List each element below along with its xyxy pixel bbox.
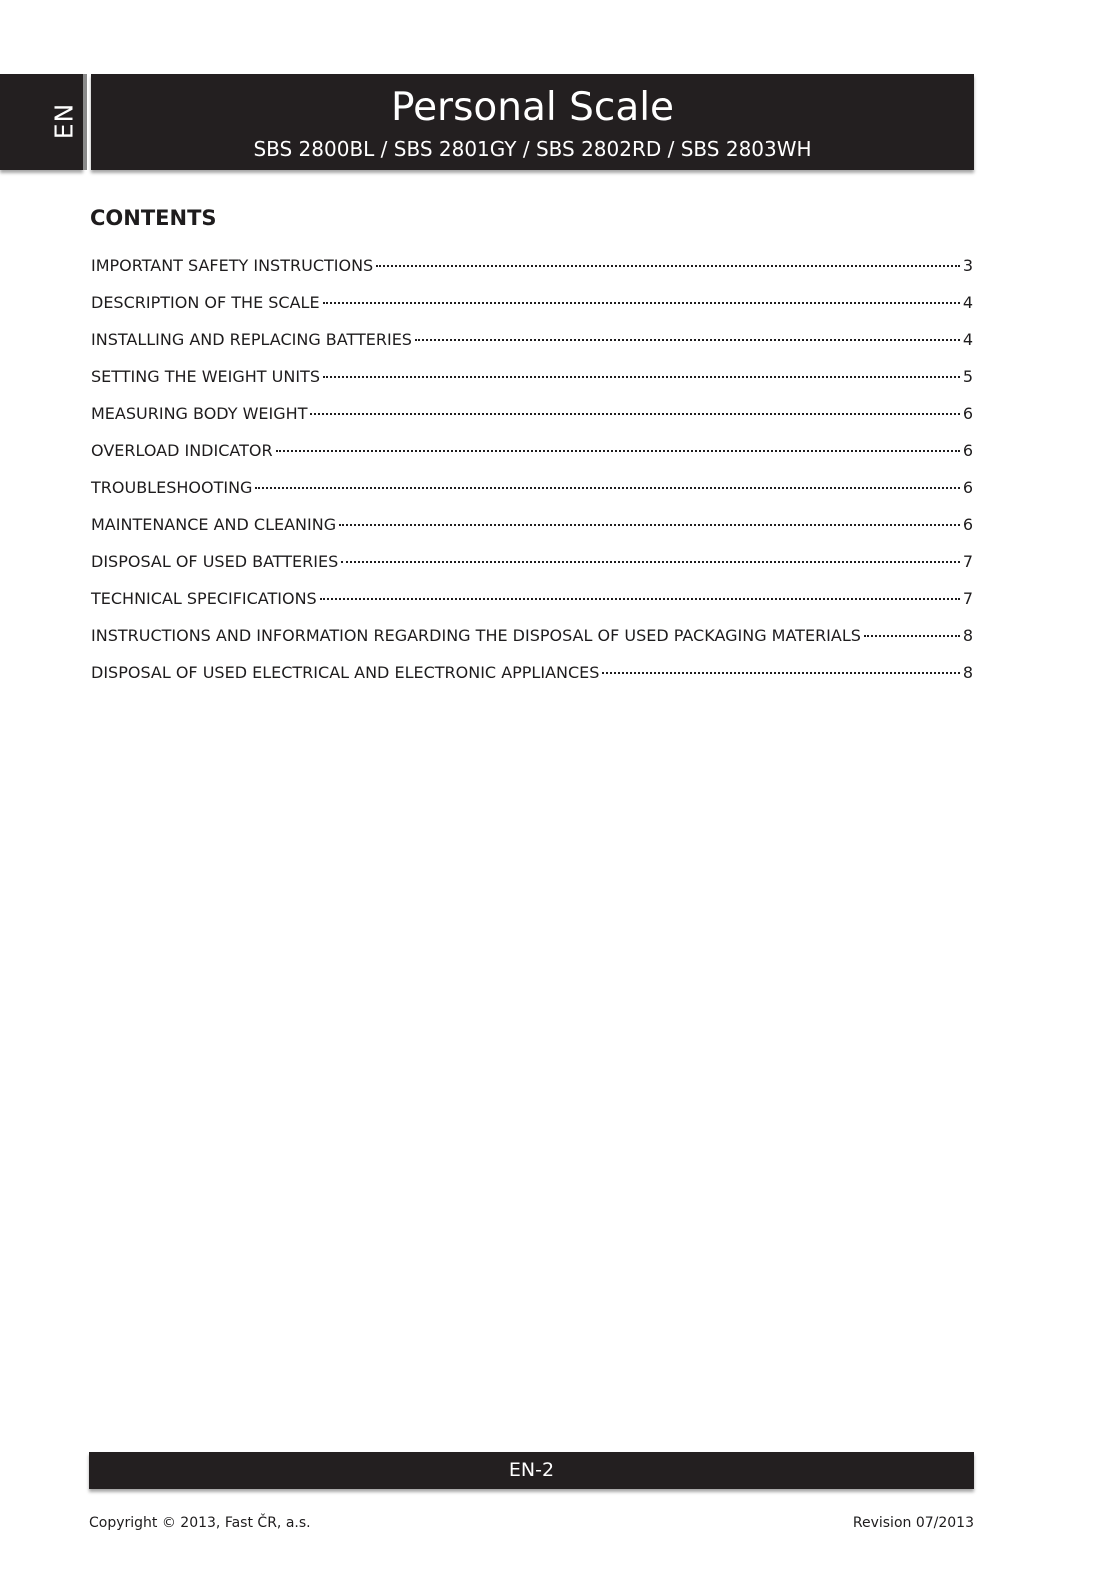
toc-entry[interactable] — [91, 510, 973, 547]
model-numbers: SBS 2800BL / SBS 2801GY / SBS 2802RD / SBS 2803WH — [253, 137, 812, 161]
contents-heading: CONTENTS — [90, 206, 217, 230]
toc-entry-title: DESCRIPTION OF THE SCALE — [91, 293, 320, 312]
toc-leader-dots — [376, 264, 960, 267]
toc-leader-dots — [341, 560, 960, 563]
toc-leader-dots — [255, 486, 959, 489]
toc-leader-dots — [602, 671, 959, 674]
toc-entry-title: OVERLOAD INDICATOR — [91, 441, 273, 460]
toc-entry-page: 8 — [962, 663, 973, 682]
toc-entry-page: 6 — [962, 441, 973, 460]
toc-leader-dots — [339, 523, 960, 526]
toc-leader-dots — [310, 412, 959, 415]
table-of-contents — [91, 251, 973, 695]
toc-entry-title: SETTING THE WEIGHT UNITS — [91, 367, 320, 386]
toc-entry-page: 7 — [962, 552, 973, 571]
toc-entry-title: MAINTENANCE AND CLEANING — [91, 515, 337, 534]
toc-entry[interactable] — [91, 325, 973, 362]
toc-entry-page: 4 — [962, 293, 973, 312]
toc-entry[interactable] — [91, 251, 973, 288]
revision-label: Revision 07/2013 — [852, 1515, 974, 1531]
toc-entry-page: 8 — [962, 626, 973, 645]
toc-leader-dots — [276, 449, 960, 452]
language-label: EN — [49, 102, 79, 140]
toc-entry-page: 6 — [962, 478, 973, 497]
footer-page-bar — [89, 1452, 974, 1489]
toc-entry-title: TECHNICAL SPECIFICATIONS — [91, 589, 317, 608]
toc-entry-page: 6 — [962, 404, 973, 423]
toc-entry-title: DISPOSAL OF USED ELECTRICAL AND ELECTRONIC APPLIANCES — [91, 663, 600, 682]
toc-entry-page: 3 — [962, 256, 973, 275]
toc-entry[interactable] — [91, 584, 973, 621]
toc-entry[interactable] — [91, 547, 973, 584]
toc-entry[interactable] — [91, 399, 973, 436]
toc-entry[interactable] — [91, 473, 973, 510]
toc-entry-title: INSTALLING AND REPLACING BATTERIES — [91, 330, 412, 349]
page-number: EN-2 — [508, 1459, 555, 1481]
toc-leader-dots — [323, 375, 960, 378]
toc-entry-page: 4 — [962, 330, 973, 349]
copyright-notice: Copyright © 2013, Fast ČR, a.s. — [89, 1515, 311, 1531]
toc-leader-dots — [320, 597, 960, 600]
toc-leader-dots — [864, 634, 960, 637]
toc-entry[interactable] — [91, 621, 973, 658]
toc-entry[interactable] — [91, 436, 973, 473]
toc-entry[interactable] — [91, 362, 973, 399]
header-bar — [91, 74, 974, 170]
toc-leader-dots — [415, 338, 960, 341]
toc-entry-page: 5 — [962, 367, 973, 386]
language-tab-edge — [83, 74, 87, 170]
toc-entry-title: DISPOSAL OF USED BATTERIES — [91, 552, 339, 571]
toc-entry-title: INSTRUCTIONS AND INFORMATION REGARDING THE DISPOSAL OF USED PACKAGING MATERIALS — [91, 626, 861, 645]
toc-leader-dots — [323, 301, 960, 304]
toc-entry-title: TROUBLESHOOTING — [91, 478, 253, 497]
toc-entry-page: 6 — [962, 515, 973, 534]
toc-entry-title: MEASURING BODY WEIGHT — [91, 404, 308, 423]
toc-entry[interactable] — [91, 658, 973, 695]
toc-entry[interactable] — [91, 288, 973, 325]
toc-entry-title: IMPORTANT SAFETY INSTRUCTIONS — [91, 256, 374, 275]
toc-entry-page: 7 — [962, 589, 973, 608]
page-title: Personal Scale — [390, 85, 675, 130]
